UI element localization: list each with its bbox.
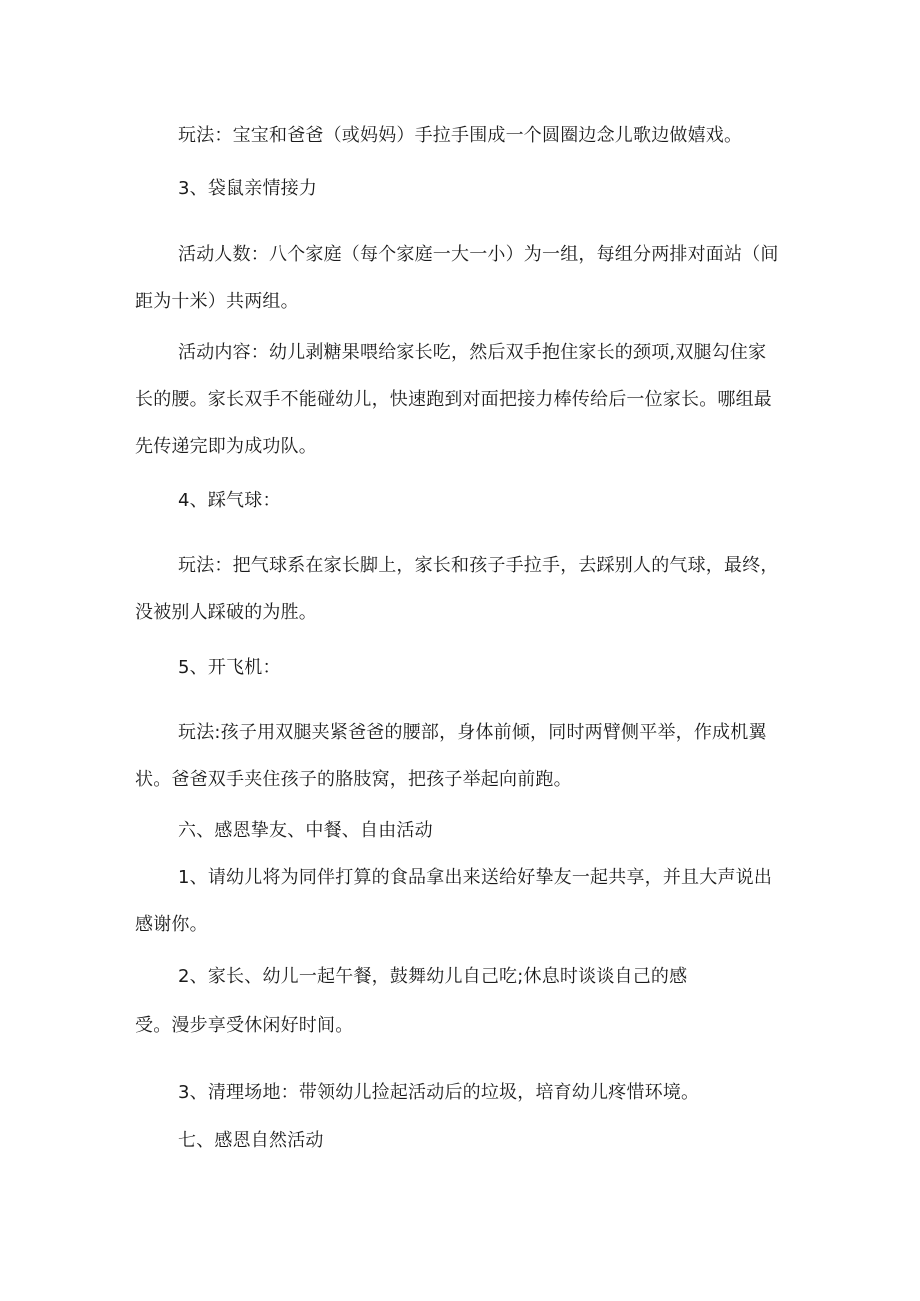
paragraph-cleanup: 3、清理场地：带领幼儿捡起活动后的垃圾，培育幼儿疼惜环境。	[178, 1082, 700, 1103]
paragraph-balloon-line2: 没被别人踩破的为胜。	[135, 602, 317, 623]
heading-balloon-stomp: 4、踩气球：	[178, 490, 281, 511]
paragraph-balloon-line1: 玩法：把气球系在家长脚上，家长和孩子手拉手，去踩别人的气球，最终，	[178, 555, 779, 576]
paragraph-airplane-line1: 玩法:孩子用双腿夹紧爸爸的腰部，身体前倾，同时两臂侧平举，作成机翼	[178, 722, 767, 743]
paragraph-participants-line2: 距为十米）共两组。	[135, 291, 299, 312]
paragraph-lunch-line2: 受。漫步享受休闲好时间。	[135, 1015, 354, 1036]
paragraph-game-circle: 玩法：宝宝和爸爸（或妈妈）手拉手围成一个圆圈边念儿歌边做嬉戏。	[178, 125, 743, 146]
heading-airplane: 5、开飞机：	[178, 657, 281, 678]
paragraph-lunch-line1: 2、家长、幼儿一起午餐，鼓舞幼儿自己吃;休息时谈谈自己的感	[178, 966, 688, 987]
paragraph-share-food-line1: 1、请幼儿将为同伴打算的食品拿出来送给好挚友一起共享，并且大声说出	[178, 867, 773, 888]
paragraph-content-line3: 先传递完即为成功队。	[135, 436, 317, 457]
paragraph-content-line2: 长的腰。家长双手不能碰幼儿，快速跑到对面把接力棒传给后一位家长。哪组最	[135, 389, 772, 410]
paragraph-airplane-line2: 状。爸爸双手夹住孩子的胳肢窝，把孩子举起向前跑。	[135, 769, 572, 790]
heading-kangaroo-relay: 3、袋鼠亲情接力	[178, 178, 318, 199]
section-heading-seven: 七、感恩自然活动	[178, 1130, 324, 1151]
paragraph-share-food-line2: 感谢你。	[135, 914, 208, 935]
paragraph-participants-line1: 活动人数：八个家庭（每个家庭一大一小）为一组，每组分两排对面站（间	[178, 244, 779, 265]
paragraph-content-line1: 活动内容：幼儿剥糖果喂给家长吃，然后双手抱住家长的颈项,双腿勾住家	[178, 342, 767, 363]
section-heading-six: 六、感恩挚友、中餐、自由活动	[178, 820, 433, 841]
